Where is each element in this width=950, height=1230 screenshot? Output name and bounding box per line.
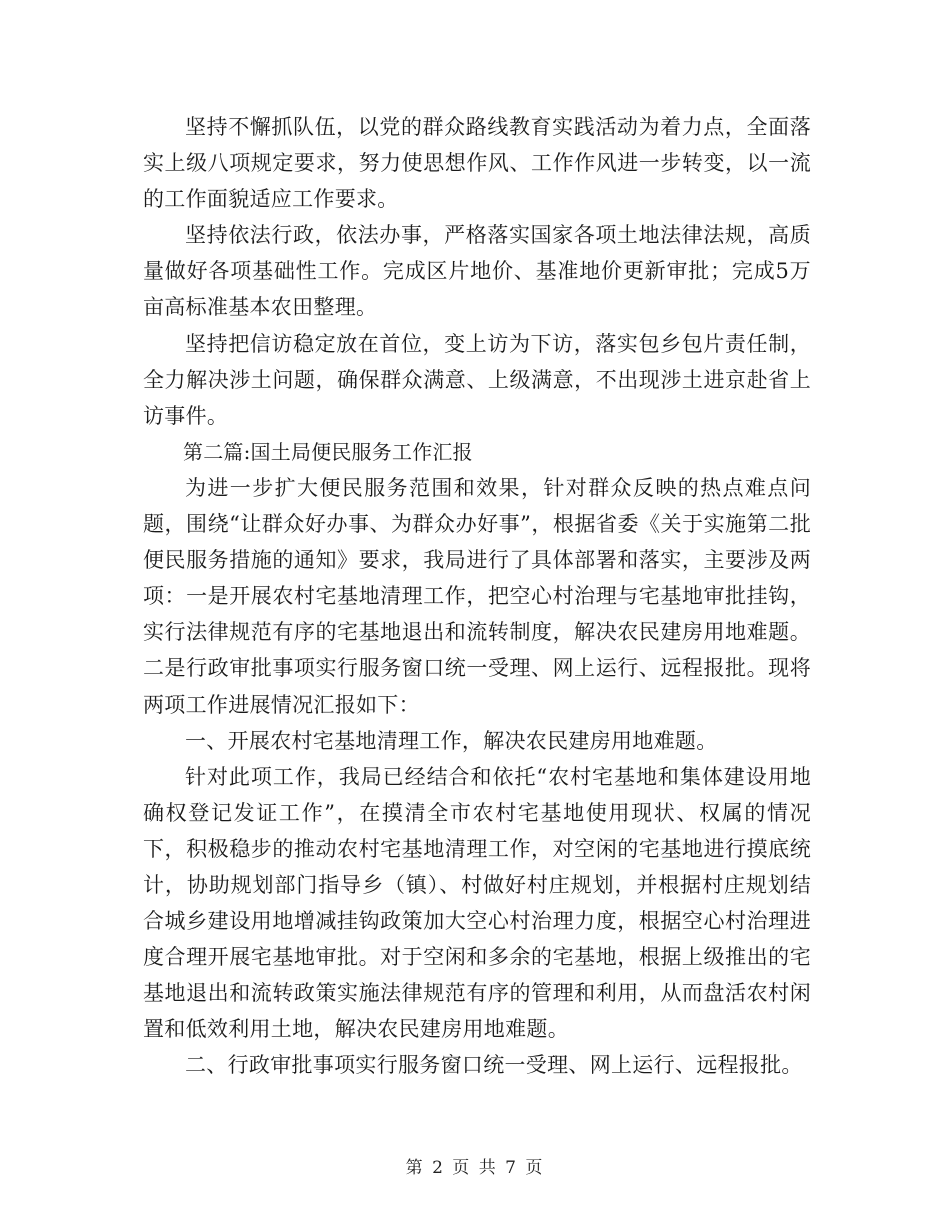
paragraph-petition-stability: 坚持把信访稳定放在首位，变上访为下访，落实包乡包片责任制，全力解决涉土问题，确保群众满意、上级满意，不出现涉土进京赴省上访事件。 [143, 331, 811, 428]
document-body [143, 109, 811, 1084]
page-footer: 第 2 页 共 7 页 [405, 1158, 545, 1178]
section-title: 第二篇:国土局便民服务工作汇报 [183, 439, 473, 464]
paragraph-service-intro: 为进一步扩大便民服务范围和效果，针对群众反映的热点难点问题，围绕“让群众好办事、为群众办好事”，根据省委《关于实施第二批便民服务措施的通知》要求，我局进行了具体部署和落实，主要涉及两项：一是开展农村宅基地清理工作，把空心村治理与宅基地审批挂钩，实行法律规范有序的宅基地退出和流转制度，解决农民建房用地难题。二是行政审批事项实行服务窗口统一受理、网上运行、远程报批。现将两项工作进展情况汇报如下： [143, 475, 811, 717]
subheading-homestead: 一、开展农村宅基地清理工作，解决农民建房用地难题。 [185, 728, 718, 753]
paragraph-law-administration: 坚持依法行政，依法办事，严格落实国家各项土地法律法规，高质量做好各项基础性工作。完成区片地价、基准地价更新审批；完成5万亩高标准基本农田整理。 [143, 223, 811, 320]
paragraph-homestead-detail: 针对此项工作，我局已经结合和依托“农村宅基地和集体建设用地确权登记发证工作”，在摸清全市农村宅基地使用现状、权属的情况下，积极稳步的推动农村宅基地清理工作，对空闲的宅基地进行摸底统计，协助规划部门指导乡（镇）、村做好村庄规划，并根据村庄规划结合城乡建设用地增减挂钩政策加大空心村治理力度，根据空心村治理进度合理开展宅基地审批。对于空闲和多余的宅基地，根据上级推出的宅基地退出和流转政策实施法律规范有序的管理和利用，从而盘活农村闲置和低效利用土地，解决农民建房用地难题。 [143, 764, 811, 1042]
paragraph-team-building: 坚持不懈抓队伍，以党的群众路线教育实践活动为着力点，全面落实上级八项规定要求，努力使思想作风、工作作风进一步转变，以一流的工作面貌适应工作要求。 [143, 115, 811, 212]
subheading-approval: 二、行政审批事项实行服务窗口统一受理、网上运行、远程报批。 [185, 1053, 803, 1078]
